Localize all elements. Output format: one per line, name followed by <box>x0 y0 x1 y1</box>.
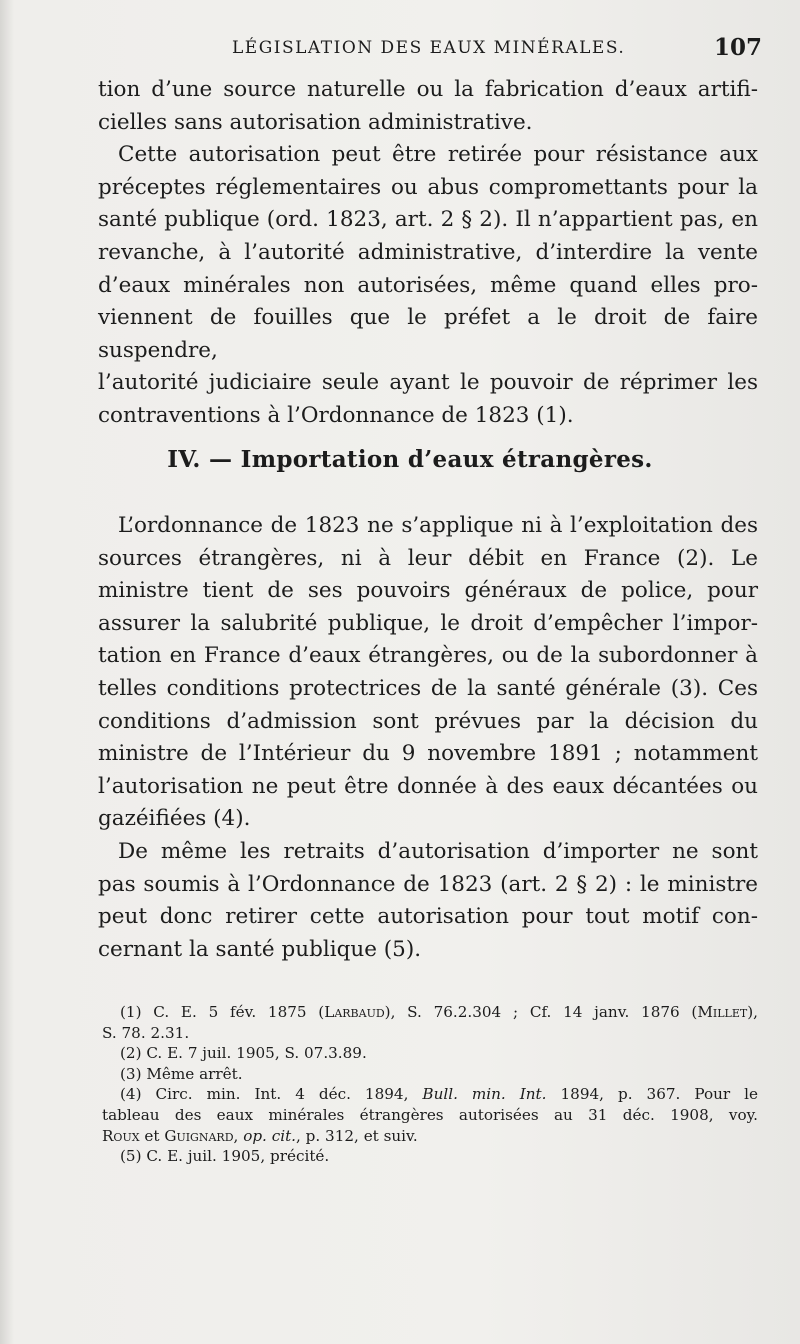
footnote-marker: (4) <box>120 1085 142 1104</box>
text-line: l’autorité judiciaire seule ayant le pouvoir de réprimer les <box>98 370 758 396</box>
footnote-text: Circ. min. Int. 4 déc. 1894, <box>155 1085 423 1104</box>
author-name: Millet <box>697 1003 748 1021</box>
text-line: conditions d’admission sont prévues par la décision du <box>98 708 758 734</box>
text-line: contraventions à l’Ordonnance de 1823 (1). <box>98 402 574 428</box>
running-title: LÉGISLATION DES EAUX MINÉRALES. <box>232 38 626 58</box>
text-line: sources étrangères, ni à leur débit en France (2). Le <box>98 545 758 571</box>
footnote-text: C. E. 5 fév. 1875 ( <box>153 1003 325 1021</box>
text-line: De même les retraits d’autorisation d’importer ne sont <box>118 838 758 864</box>
text-line: ministre tient de ses pouvoirs généraux de police, pour <box>98 578 758 604</box>
footnote-marker: (3) <box>120 1064 142 1083</box>
footnote-text: Même arrêt. <box>146 1064 243 1083</box>
text-line: gazéifiées (4). <box>98 806 251 832</box>
footnote-5 <box>102 1146 758 1167</box>
op-cit: op. cit. <box>243 1126 297 1145</box>
text-line: Cette autorisation peut être retirée pour résistance aux <box>118 142 758 168</box>
text-line: peut donc retirer cette autorisation pour tout motif con- <box>98 904 758 930</box>
footnote-4-continued: tableau des eaux minérales étrangères autorisées au 31 déc. 1908, voy. <box>102 1105 758 1124</box>
footnote-1 <box>102 1002 758 1023</box>
footnote-text: et <box>139 1126 165 1145</box>
footnote-1-continued: S. 78. 2.31. <box>102 1023 190 1042</box>
footnote-marker: (2) <box>120 1044 142 1063</box>
page-number: 107 <box>714 34 763 61</box>
section-heading: IV. — Importation d’eaux étrangères. <box>167 446 653 473</box>
footnote-text: 1894, p. 367. Pour le <box>546 1085 758 1104</box>
text-line: viennent de fouilles que le préfet a le droit de faire suspendre, <box>98 305 758 363</box>
text-line: ministre de l’Intérieur du 9 novembre 1891 ; notamment <box>98 741 758 767</box>
text-line: préceptes réglementaires ou abus compromettants pour la <box>98 174 758 200</box>
footnote-4 <box>102 1084 758 1105</box>
author-name: Roux <box>102 1126 140 1145</box>
page-header <box>0 34 800 64</box>
footnote-text: ), S. 76.2.304 ; Cf. 14 janv. 1876 ( <box>384 1003 698 1021</box>
text-line: d’eaux minérales non autorisées, même quand elles pro- <box>98 272 758 298</box>
footnote-text: ), <box>747 1003 758 1021</box>
footnote-marker: (1) <box>120 1003 142 1021</box>
footnote-text: C. E. juil. 1905, précité. <box>146 1147 330 1166</box>
footnote-4-continued <box>102 1126 758 1147</box>
footnote-text: , <box>233 1126 244 1145</box>
body-text-bottom <box>98 510 758 966</box>
text-line: revanche, à l’autorité administrative, d’interdire la vente <box>98 239 758 265</box>
footnote-text: C. E. 7 juil. 1905, S. 07.3.89. <box>146 1044 367 1063</box>
text-line: L’ordonnance de 1823 ne s’applique ni à l’exploitation des <box>118 513 758 538</box>
footnote-2 <box>102 1043 758 1064</box>
text-line: tion d’une source naturelle ou la fabrication d’eaux artifi- <box>98 77 758 102</box>
author-name: Guignard <box>164 1126 234 1145</box>
footnote-marker: (5) <box>120 1147 142 1166</box>
author-name: Larbaud <box>324 1003 385 1021</box>
text-line: tation en France d’eaux étrangères, ou de la subordonner à <box>98 643 758 669</box>
text-line: telles conditions protectrices de la santé générale (3). Ces <box>98 675 758 701</box>
footnotes <box>102 1002 758 1167</box>
footnote-3 <box>102 1064 758 1085</box>
body-text-top <box>98 74 758 433</box>
text-line: cielles sans autorisation administrative. <box>98 109 533 135</box>
text-line: pas soumis à l’Ordonnance de 1823 (art. 2 § 2) : le ministre <box>98 871 758 897</box>
text-line: santé publique (ord. 1823, art. 2 § 2). Il n’appartient pas, en <box>98 207 758 233</box>
footnote-text: , p. 312, et suiv. <box>296 1126 418 1145</box>
journal-title: Bull. min. Int. <box>422 1085 547 1104</box>
text-line: assurer la salubrité publique, le droit d’empêcher l’impor- <box>98 610 758 636</box>
text-line: cernant la santé publique (5). <box>98 936 422 962</box>
text-line: l’autorisation ne peut être donnée à des eaux décantées ou <box>98 773 758 799</box>
